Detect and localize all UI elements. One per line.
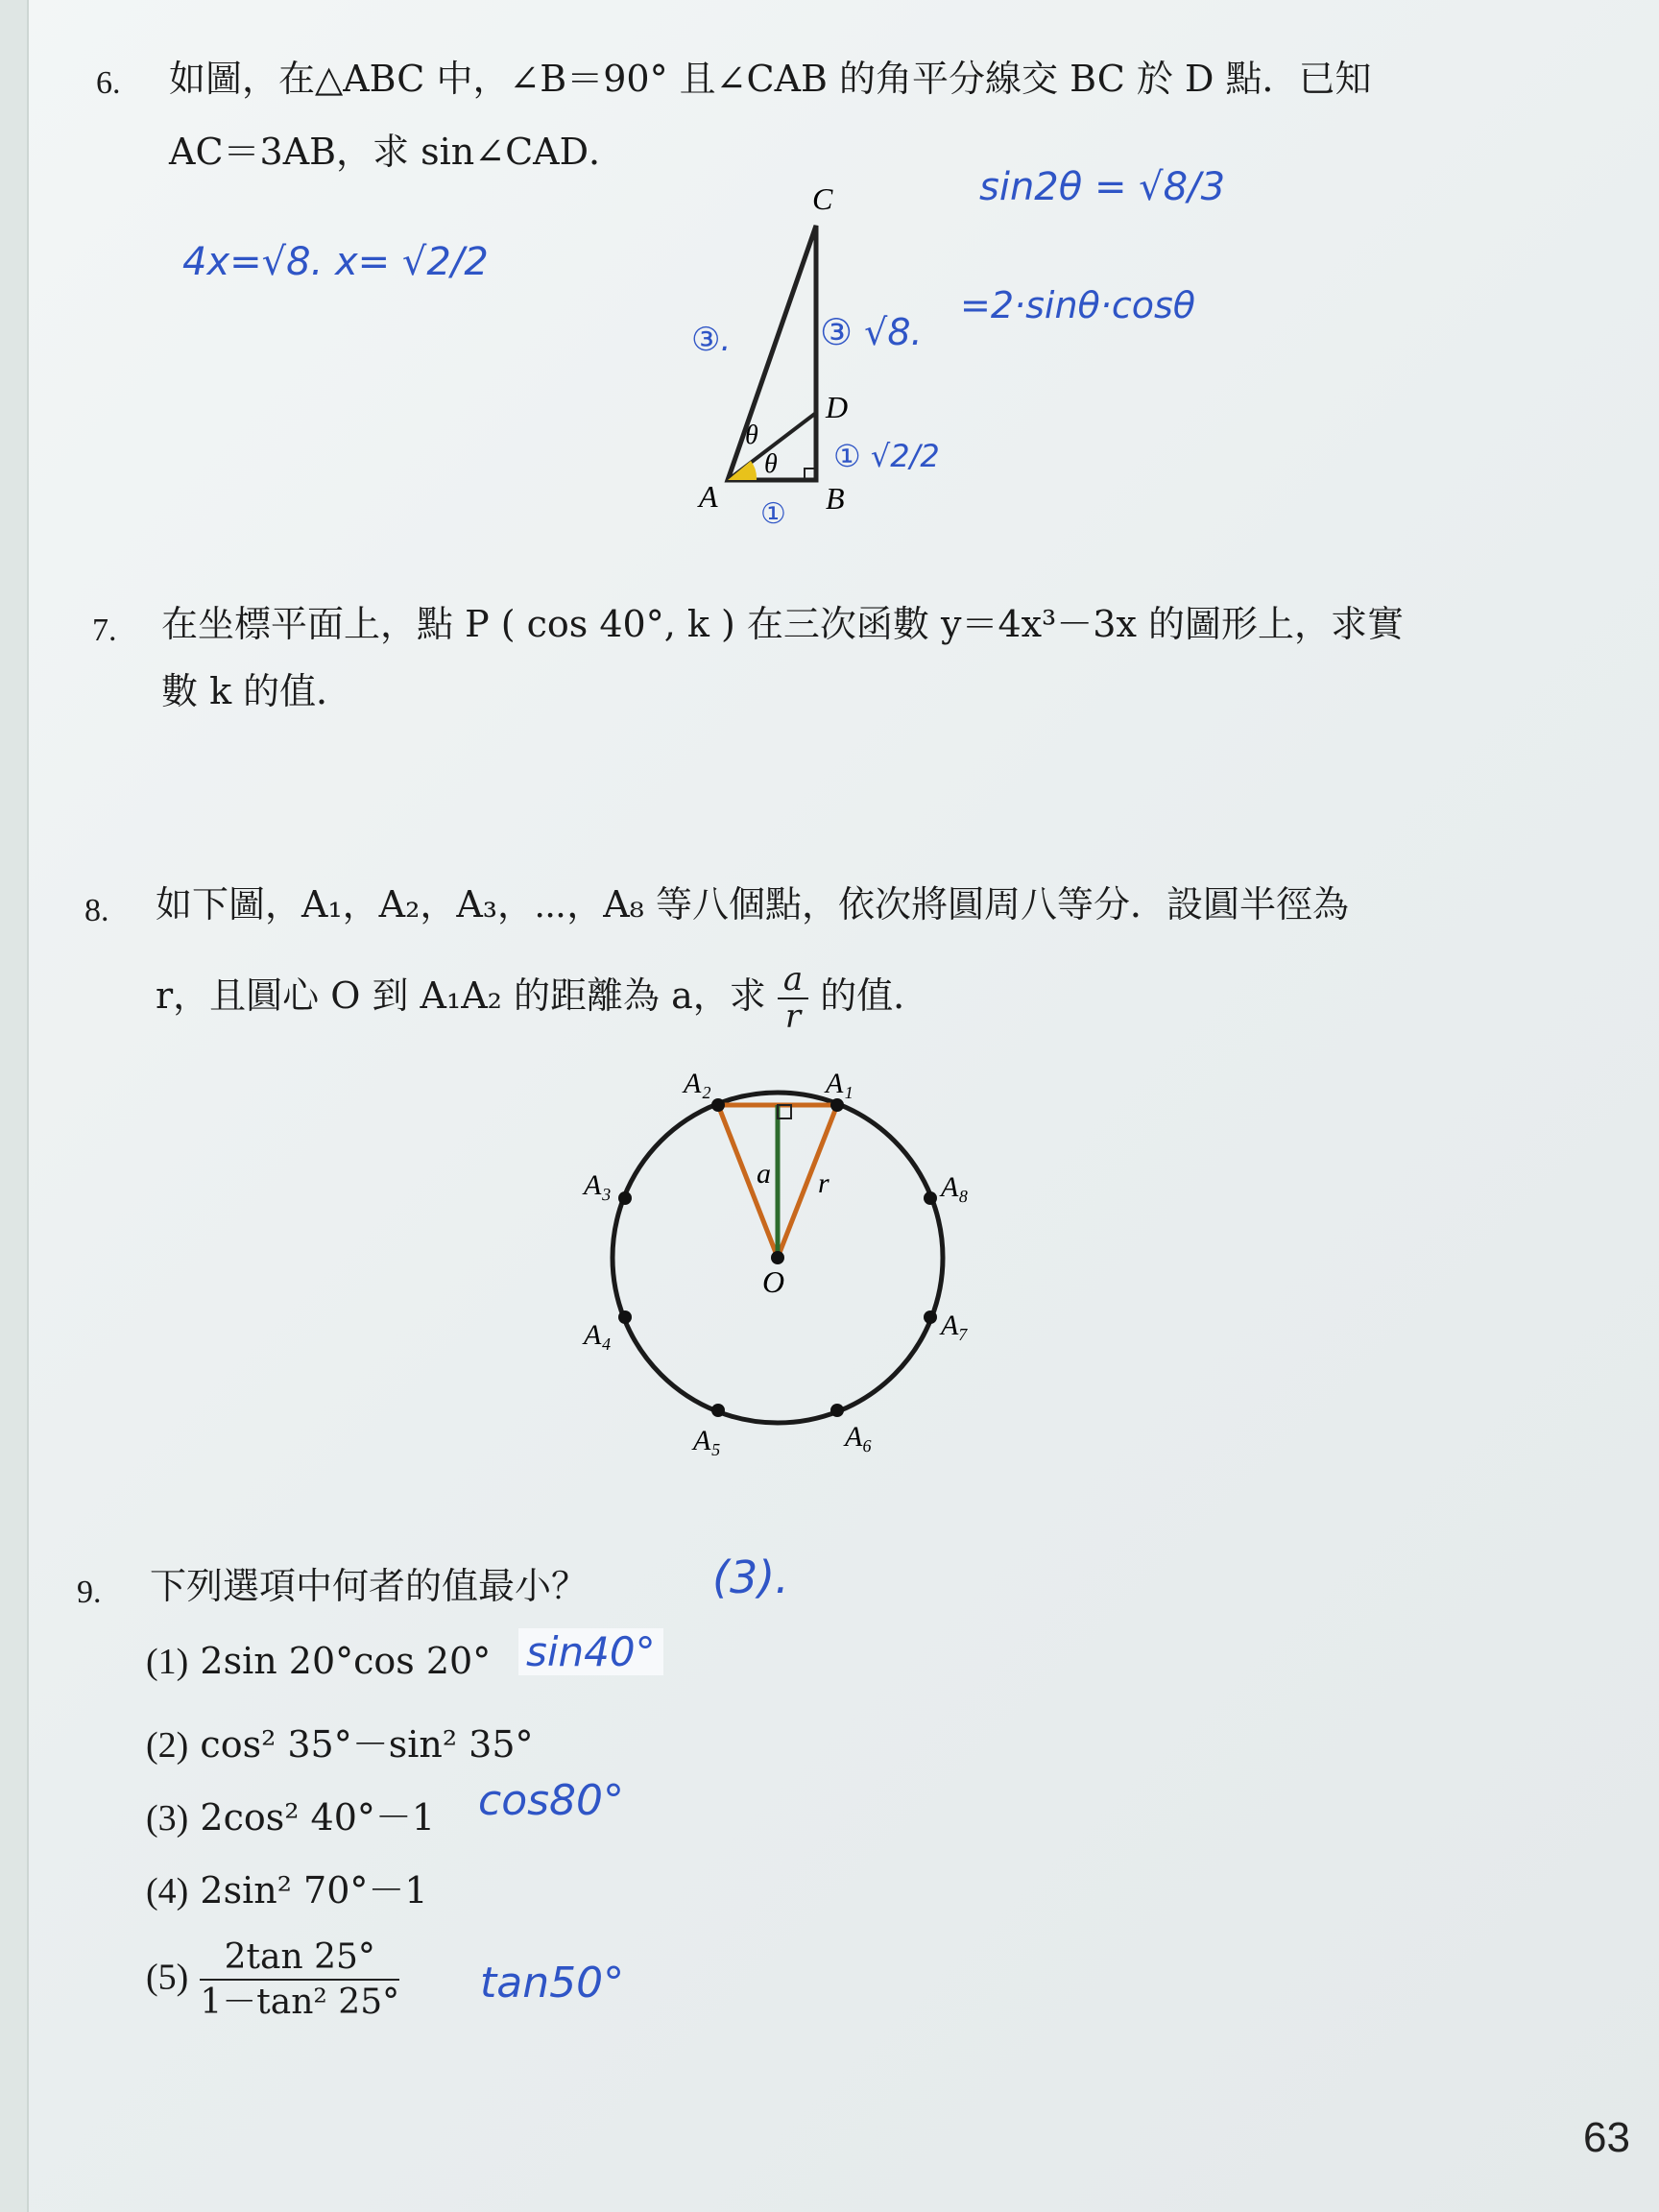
q6-line2: AC＝3AB，求 sin∠CAD． (169, 131, 626, 173)
label-r: r (818, 1167, 830, 1199)
triangle-abc (728, 226, 816, 480)
option-label: (5) (146, 1957, 189, 1998)
label-a1: A₁ (826, 1068, 854, 1099)
label-o: O (762, 1264, 785, 1299)
label-a: A (699, 479, 718, 514)
hand-note-q6-1: 4x=√8. x= √2/2 (182, 240, 489, 284)
point-a7 (924, 1310, 937, 1324)
q7-line1: 在坐標平面上，點 P ( cos 40°, k ) 在三次函數 y＝4x³－3x 的圖形上，求實 (161, 603, 1404, 645)
q8-fraction-numerator: a (778, 962, 808, 999)
q8-fraction (778, 962, 808, 1036)
point-o (771, 1251, 784, 1264)
label-d: D (826, 390, 849, 424)
q6-line1: 如圖，在△ABC 中，∠B＝90° 且∠CAB 的角平分線交 BC 於 D 點．已知 (169, 58, 1372, 100)
option-text: 2sin² 70°－1 (200, 1869, 428, 1911)
q8-line1: 如下圖，A₁，A₂，A₃，⋯，A₈ 等八個點，依次將圓周八等分．設圓半徑為 (156, 883, 1349, 926)
hand-note-q6-6: ① √2/2 (833, 438, 940, 474)
hand-note-option-5: tan50° (480, 1959, 625, 2008)
q6-number: 6. (96, 65, 121, 101)
point-a3 (618, 1191, 632, 1205)
hand-answer-q9: (3). (712, 1551, 789, 1603)
hand-note-option-3: cos80° (478, 1776, 625, 1825)
label-a5: A₅ (693, 1425, 721, 1456)
option-label: (3) (146, 1798, 189, 1839)
label-c: C (812, 182, 833, 216)
q8-line2-pre: r，且圓心 O 到 A₁A₂ 的距離為 a，求 (156, 974, 766, 1017)
option-5-denominator: 1－tan² 25° (200, 1983, 400, 2022)
hand-note-option-1: sin40° (518, 1628, 663, 1675)
label-theta-1: θ (745, 421, 758, 450)
option-text: cos² 35°－sin² 35° (200, 1723, 534, 1766)
q9-number: 9. (77, 1575, 102, 1610)
label-a2: A₂ (684, 1068, 711, 1099)
q8-number: 8. (84, 893, 109, 928)
label-a4: A₄ (584, 1319, 612, 1351)
q7-line2: 數 k 的值． (161, 670, 353, 712)
option-5-numerator: 2tan 25° (200, 1936, 399, 1981)
label-a3: A₃ (584, 1169, 612, 1201)
hand-note-q6-3: =2·sinθ·cosθ (960, 284, 1196, 326)
q8-line2 (156, 962, 929, 1036)
q7-number: 7. (92, 613, 117, 648)
point-a6 (830, 1404, 844, 1417)
label-theta-2: θ (764, 449, 778, 479)
page-number: 63 (1583, 2114, 1630, 2161)
label-b: B (826, 481, 845, 516)
point-a8 (924, 1191, 937, 1205)
option-label: (2) (146, 1725, 189, 1766)
q9-option-1 (146, 1640, 491, 1683)
label-a: a (757, 1158, 771, 1190)
point-a5 (711, 1404, 725, 1417)
option-5-fraction (200, 1936, 399, 2024)
q8-circle-figure (566, 1066, 989, 1469)
option-text: 2sin 20°cos 20° (200, 1640, 492, 1682)
hand-note-q6-4: ③. (691, 321, 732, 359)
option-label: (4) (146, 1871, 189, 1911)
label-a7: A₇ (941, 1310, 969, 1341)
q9-option-5 (146, 1936, 399, 2024)
hand-note-q6-2: sin2θ = √8/3 (979, 165, 1226, 209)
hand-note-q6-7: ① (760, 497, 786, 531)
page-edge (0, 0, 29, 2212)
q9-option-2 (146, 1715, 534, 1767)
q8-fraction-denominator: r (784, 998, 802, 1037)
q9-question: 下列選項中何者的值最小？ (150, 1565, 589, 1607)
q8-line2-post: 的值． (820, 974, 930, 1017)
label-a6: A₆ (845, 1421, 873, 1453)
hand-note-q6-5: ③ √8. (820, 311, 923, 353)
q9-option-4 (146, 1861, 428, 1913)
point-a4 (618, 1310, 632, 1324)
option-label: (1) (146, 1642, 189, 1682)
point-a1 (830, 1098, 844, 1112)
label-a8: A₈ (941, 1171, 969, 1203)
option-text: 2cos² 40°－1 (200, 1796, 436, 1839)
q6-triangle-figure (672, 182, 1018, 538)
q9-option-3 (146, 1788, 435, 1840)
point-a2 (711, 1098, 725, 1112)
